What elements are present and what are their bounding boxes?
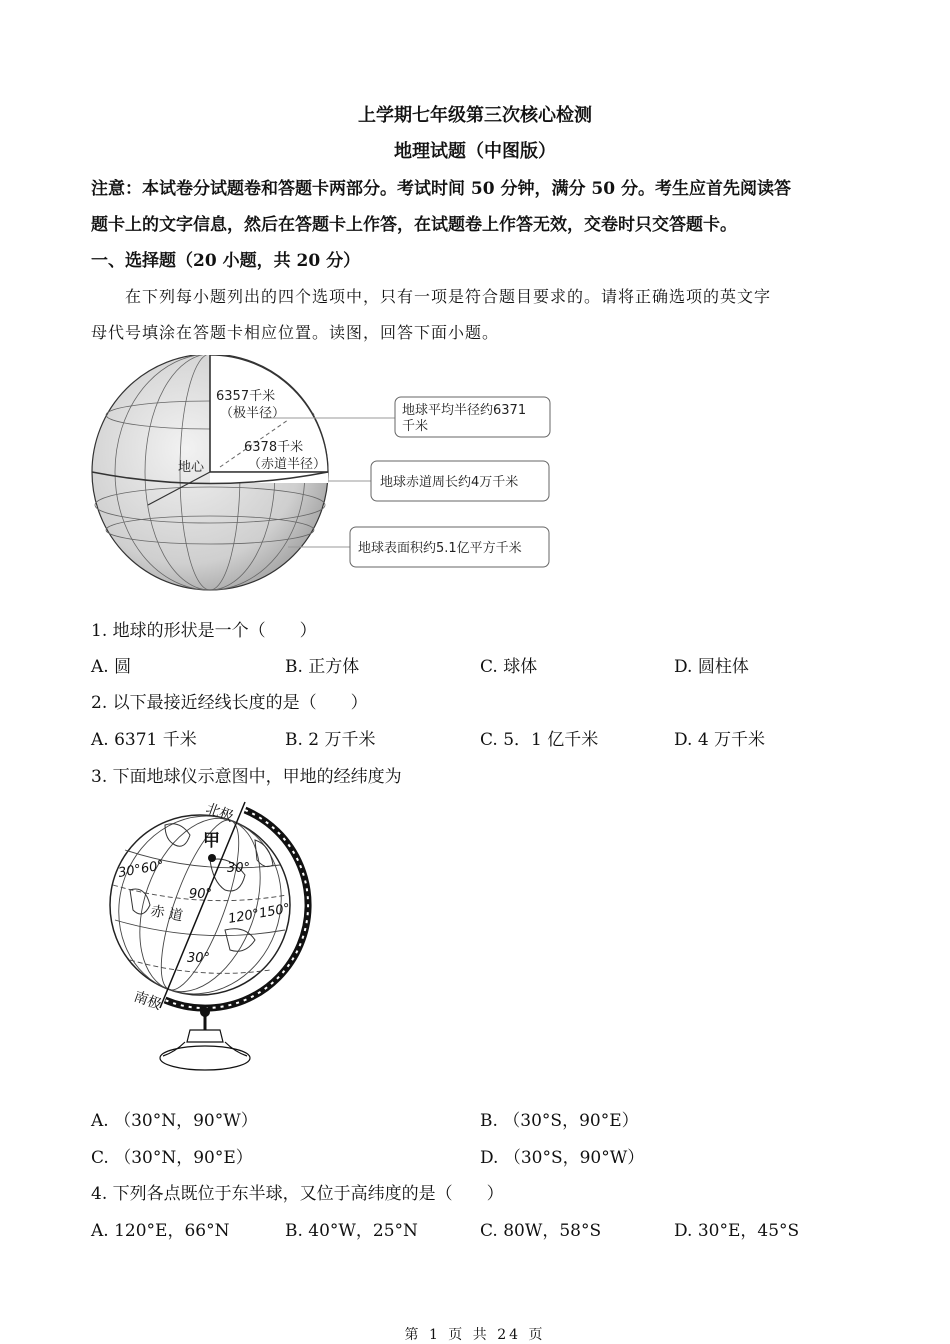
latitude-30n-label: 30°	[227, 861, 251, 876]
page-number: 第 1 页 共 24 页	[404, 1327, 546, 1343]
notice-line-2: 题卡上的文字信息，然后在答题卡上作答，在试题卷上作答无效，交卷时只交答题卡。	[91, 215, 737, 235]
earth-dimensions-figure	[88, 355, 558, 595]
question-1-stem: 1. 地球的形状是一个（ ）	[91, 621, 317, 641]
question-3-option-d[interactable]: D. （30°S，90°W）	[480, 1148, 645, 1168]
exam-subtitle: 地理试题（中图版）	[394, 141, 556, 162]
question-3-option-a[interactable]: A. （30°N，90°W）	[91, 1111, 258, 1131]
question-4-stem: 4. 下列各点既位于东半球，又位于高纬度的是（ ）	[91, 1184, 504, 1204]
question-4-option-c[interactable]: C. 80W，58°S	[480, 1221, 602, 1241]
longitude-90-label: 90°	[189, 887, 213, 902]
exam-title: 上学期七年级第三次核心检测	[358, 105, 592, 126]
equatorial-radius-value: 6378千米	[244, 440, 304, 455]
callout-mean-radius-line-2: 千米	[402, 419, 429, 434]
question-1-option-c[interactable]: C. 球体	[480, 657, 538, 677]
longitude-30-60-label: 30°60°	[117, 858, 166, 881]
section-intro-line-2: 母代号填涂在答题卡相应位置。读图，回答下面小题。	[91, 323, 500, 342]
question-3-option-c[interactable]: C. （30°N，90°E）	[91, 1148, 253, 1168]
question-2-option-a[interactable]: A. 6371 千米	[91, 730, 197, 750]
globe-figure	[105, 790, 320, 1075]
question-4-option-a[interactable]: A. 120°E，66°N	[91, 1221, 230, 1241]
callout-circumference: 地球赤道周长约4万千米	[380, 475, 519, 490]
notice-line-1: 注意：本试卷分试题卷和答题卡两部分。考试时间 50 分钟，满分 50 分。考生应首先阅读答	[91, 179, 791, 199]
latitude-30s-label: 30°	[187, 951, 211, 966]
callout-mean-radius-line-1: 地球平均半径约6371	[402, 403, 527, 418]
polar-radius-value: 6357千米	[216, 389, 276, 404]
question-3-option-b[interactable]: B. （30°S，90°E）	[480, 1111, 639, 1131]
question-2-option-b[interactable]: B. 2 万千米	[285, 730, 376, 750]
question-2-stem: 2. 以下最接近经线长度的是（ ）	[91, 693, 368, 713]
question-2-option-d[interactable]: D. 4 万千米	[674, 730, 766, 750]
question-3-stem: 3. 下面地球仪示意图中，甲地的经纬度为	[91, 767, 402, 787]
north-pole-label: 北极	[203, 800, 236, 826]
question-4-option-b[interactable]: B. 40°W，25°N	[285, 1221, 418, 1241]
question-4-option-d[interactable]: D. 30°E，45°S	[674, 1221, 800, 1241]
equatorial-radius-label: （赤道半径）	[248, 457, 327, 472]
callout-surface-area: 地球表面积约5.1亿平方千米	[358, 541, 522, 556]
point-jia-marker	[208, 854, 216, 862]
point-jia-label: 甲	[203, 831, 220, 851]
question-1-option-b[interactable]: B. 正方体	[285, 657, 360, 677]
equator-label: 赤 道	[149, 903, 185, 925]
earth-center-label: 地心	[178, 460, 205, 475]
question-2-option-c[interactable]: C. 5．1 亿千米	[480, 730, 599, 750]
section-intro-line-1: 在下列每小题列出的四个选项中，只有一项是符合题目要求的。请将正确选项的英文字	[125, 287, 772, 306]
longitude-120-150-label: 120°150°	[227, 901, 292, 927]
south-pole-label: 南极	[131, 988, 164, 1014]
question-1-option-a[interactable]: A. 圆	[91, 657, 132, 677]
question-1-option-d[interactable]: D. 圆柱体	[674, 657, 749, 677]
polar-radius-label: （极半径）	[220, 406, 286, 421]
section-heading: 一、选择题（20 小题，共 20 分）	[91, 251, 361, 271]
